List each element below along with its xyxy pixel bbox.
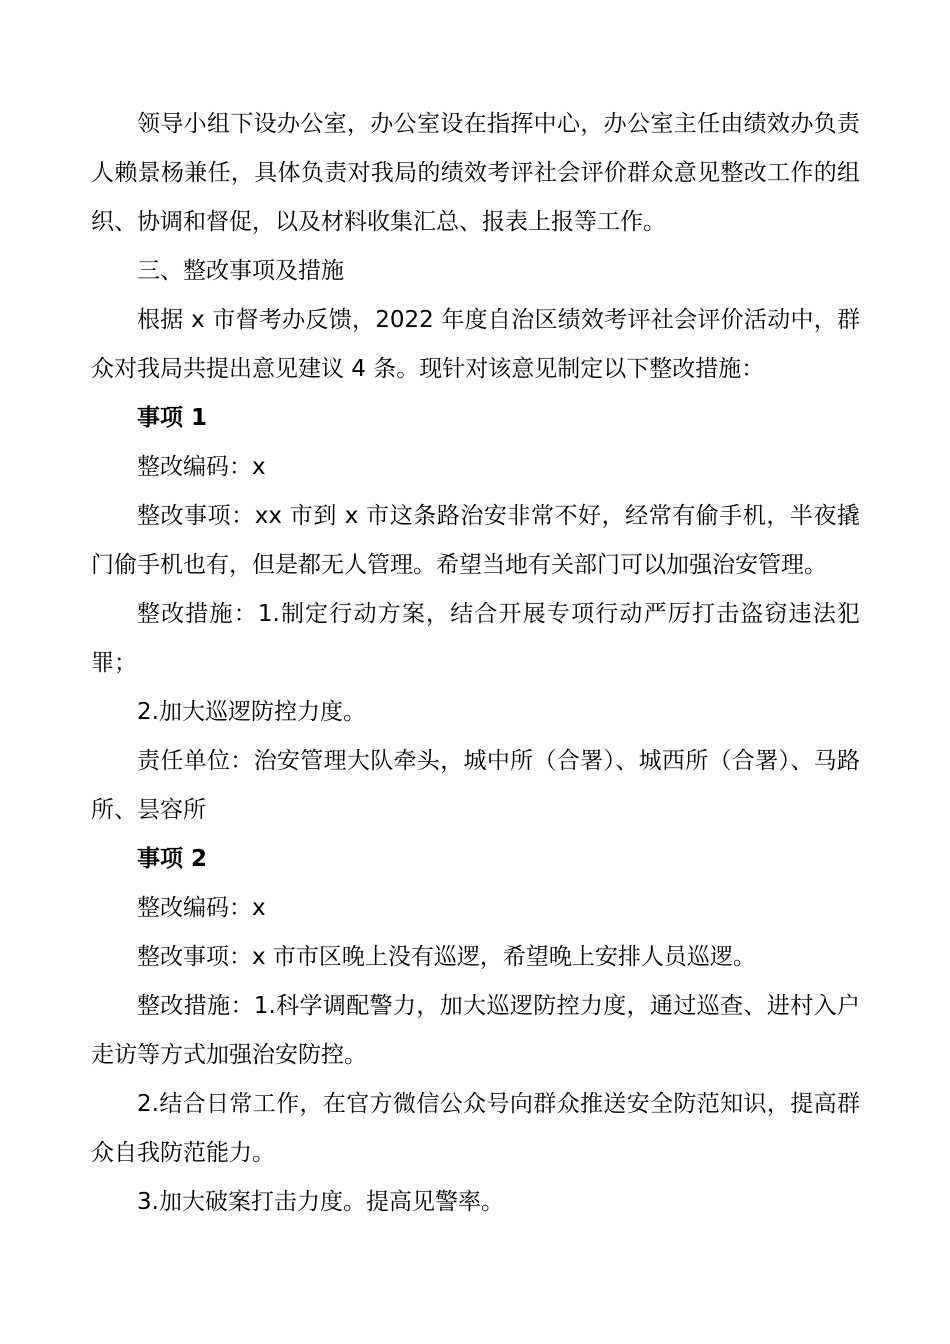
section-heading-rectification: 三、整改事项及措施: [137, 258, 344, 284]
item-2-heading: 事项 2: [137, 846, 208, 872]
item-1-measure-1: 整改措施：1.制定行动方案，结合开展专项行动严厉打击盗窃违法犯罪；: [91, 601, 860, 676]
item-1-responsible-units: 责任单位：治安管理大队牵头，城中所（合署）、城西所（合署）、马路所、昙容所: [91, 748, 860, 823]
item-2-code: 整改编码：x: [137, 895, 266, 921]
item-1-heading: 事项 1: [137, 405, 208, 431]
item-1-code: 整改编码：x: [137, 454, 266, 480]
item-2-issue: 整改事项：x 市市区晚上没有巡逻，希望晚上安排人员巡逻。: [137, 944, 756, 970]
paragraph-feedback-intro: 根据 x 市督考办反馈，2022 年度自治区绩效考评社会评价活动中，群众对我局共提出意见建议 4 条。现针对该意见制定以下整改措施：: [91, 307, 860, 382]
item-2-measure-1: 整改措施：1.科学调配警力，加大巡逻防控力度，通过巡查、进村入户走访等方式加强治安防控。: [91, 993, 860, 1068]
item-2-measure-2: 2.结合日常工作，在官方微信公众号向群众推送安全防范知识，提高群众自我防范能力。: [91, 1091, 860, 1166]
item-2-measure-3: 3.加大破案打击力度。提高见警率。: [137, 1189, 504, 1215]
item-1-issue: 整改事项：xx 市到 x 市这条路治安非常不好，经常有偷手机，半夜撬门偷手机也有，但是都无人管理。希望当地有关部门可以加强治安管理。: [91, 503, 860, 578]
item-1-measure-2: 2.加大巡逻防控力度。: [137, 699, 366, 725]
paragraph-office-setup: 领导小组下设办公室，办公室设在指挥中心，办公室主任由绩效办负责人赖景杨兼任，具体负责对我局的绩效考评社会评价群众意见整改工作的组织、协调和督促，以及材料收集汇总、报表上报等工作。: [91, 111, 860, 235]
